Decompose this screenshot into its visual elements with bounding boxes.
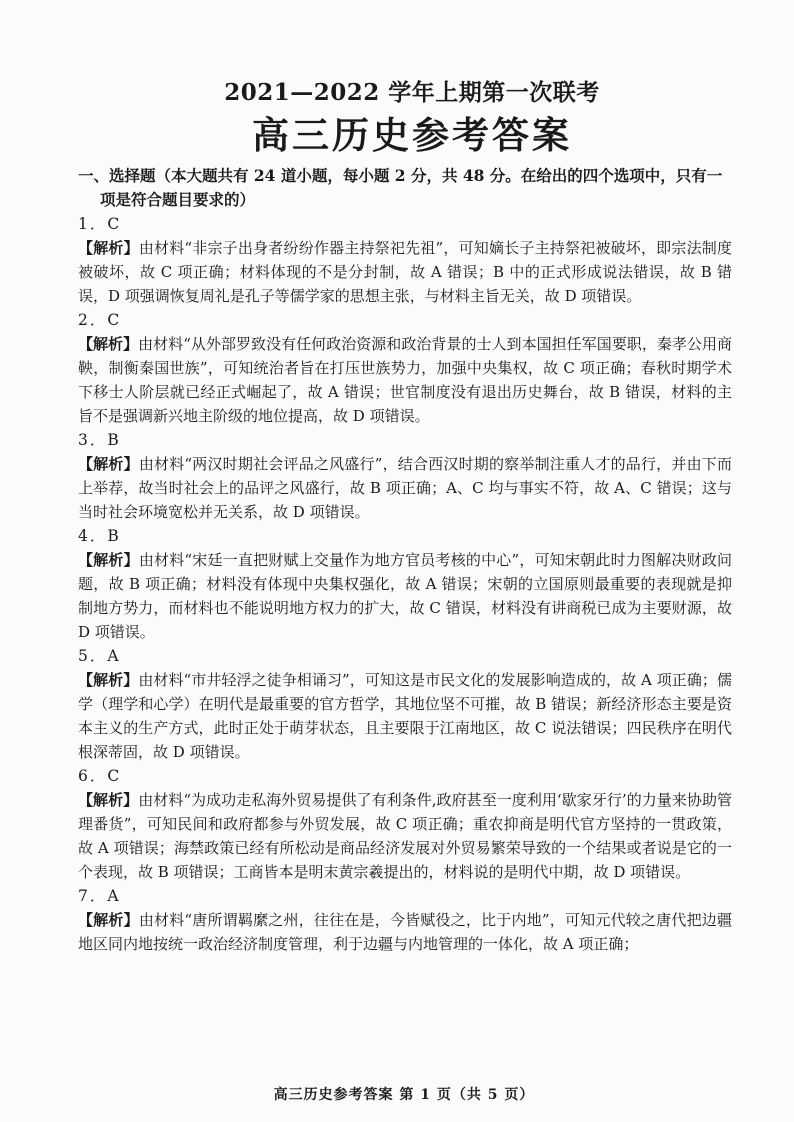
explanation-tag: 【解析】	[78, 239, 139, 257]
document-title: 高三历史参考答案	[252, 113, 572, 157]
explanation-tag: 【解析】	[78, 551, 139, 569]
exam-name: 2021—2022 学年上期第一次联考	[224, 79, 600, 106]
explanation-text: 由材料“唐所谓羁縻之州，往往在是，今皆赋役之，比于内地”，可知元代较之唐代把边疆地区同内地按统一政治经济制度管理，利于边疆与内地管理的一体化，故 A 项正确；	[78, 911, 732, 953]
question-item	[78, 308, 732, 428]
explanation-tag: 【解析】	[78, 455, 139, 473]
explanation-text: 由材料“市井轻浮之徒争相诵习”，可知这是市民文化的发展影响造成的，故 A 项正确；儒学（理学和心学）在明代是最重要的官方哲学，其地位坚不可摧，故 B 错误；新经济形态主要是资本主义的生产方式，此时正处于萌芽状态，且主要限于江南地区，故 C 说法错误；四民秩序在明代根深蒂固，故 D 项错误。	[78, 671, 732, 761]
question-explanation	[78, 788, 732, 884]
question-explanation	[78, 236, 732, 308]
question-explanation	[78, 452, 732, 524]
question-item	[78, 428, 732, 524]
question-answer: 1．C	[78, 215, 122, 233]
section-heading: 一、选择题（本大题共有 24 道小题，每小题 2 分，共 48 分。在给出的四个选项中，只有一项是符合题目要求的）	[78, 166, 723, 209]
question-answer: 4．B	[78, 527, 121, 545]
question-answer: 5．A	[78, 647, 121, 665]
question-answer: 3．B	[78, 431, 121, 449]
question-answer: 7．A	[78, 887, 121, 905]
explanation-tag: 【解析】	[78, 335, 139, 353]
question-item	[78, 644, 732, 764]
question-explanation	[78, 668, 732, 764]
page-footer: 高三历史参考答案 第 1 页（共 5 页）	[273, 1087, 535, 1103]
question-explanation	[78, 908, 732, 956]
explanation-text: 由材料“宋廷一直把财赋上交量作为地方官员考核的中心”，可知宋朝此时力图解决财政问题，故 B 项正确；材料没有体现中央集权强化，故 A 错误；宋朝的立国原则最重要的表现就是抑制地方势力，而材料也不能说明地方权力的扩大，故 C 错误，材料没有讲商税已成为主要财源，故 D 项错误。	[78, 551, 732, 641]
question-item	[78, 884, 732, 956]
explanation-text: 由材料“为成功走私海外贸易提供了有利条件,政府甚至一度利用‘歇家牙行’的力量来协助管理番货”，可知民间和政府都参与外贸发展，故 C 项正确；重农抑商是明代官方坚持的一贯政策，故 A 项错误；海禁政策已经有所松动是商品经济发展对外贸易繁荣导致的一个结果或者说是它的一个表现，故 B 项错误；工商皆本是明末黄宗羲提出的，材料说的是明代中期，故 D 项错误。	[78, 791, 732, 881]
question-item	[78, 212, 732, 308]
question-item	[78, 764, 732, 884]
question-explanation	[78, 332, 732, 428]
explanation-tag: 【解析】	[78, 671, 139, 689]
explanation-tag: 【解析】	[78, 911, 139, 929]
question-answer: 6．C	[78, 767, 122, 785]
question-item	[78, 524, 732, 644]
explanation-text: 由材料“非宗子出身者纷纷作器主持祭祀先祖”，可知嫡长子主持祭祀被破坏，即宗法制度被破坏，故 C 项正确；材料体现的不是分封制，故 A 错误；B 中的正式形成说法错误，故 B 错误，D 项强调恢复周礼是孔子等儒学家的思想主张，与材料主旨无关，故 D 项错误。	[78, 239, 732, 305]
question-explanation	[78, 548, 732, 644]
question-list	[78, 212, 732, 956]
explanation-tag: 【解析】	[78, 791, 139, 809]
explanation-text: 由材料“两汉时期社会评品之风盛行”，结合西汉时期的察举制注重人才的品行，并由下而上举荐，故当时社会上的品评之风盛行，故 B 项正确；A、C 均与事实不符，故 A、C 错误；这与当时社会环境宽松并无关系，故 D 项错误。	[78, 455, 732, 521]
explanation-text: 由材料“从外部罗致没有任何政治资源和政治背景的士人到本国担任军国要职，秦孝公用商鞅，制衡秦国世族”，可知统治者旨在打压世族势力，加强中央集权，故 C 项正确；春秋时期学术下移士人阶层就已经正式崛起了，故 A 错误；世官制度没有退出历史舞台，故 B 错误，材料的主旨不是强调新兴地主阶级的地位提高，故 D 项错误。	[78, 335, 732, 425]
question-answer: 2．C	[78, 311, 122, 329]
